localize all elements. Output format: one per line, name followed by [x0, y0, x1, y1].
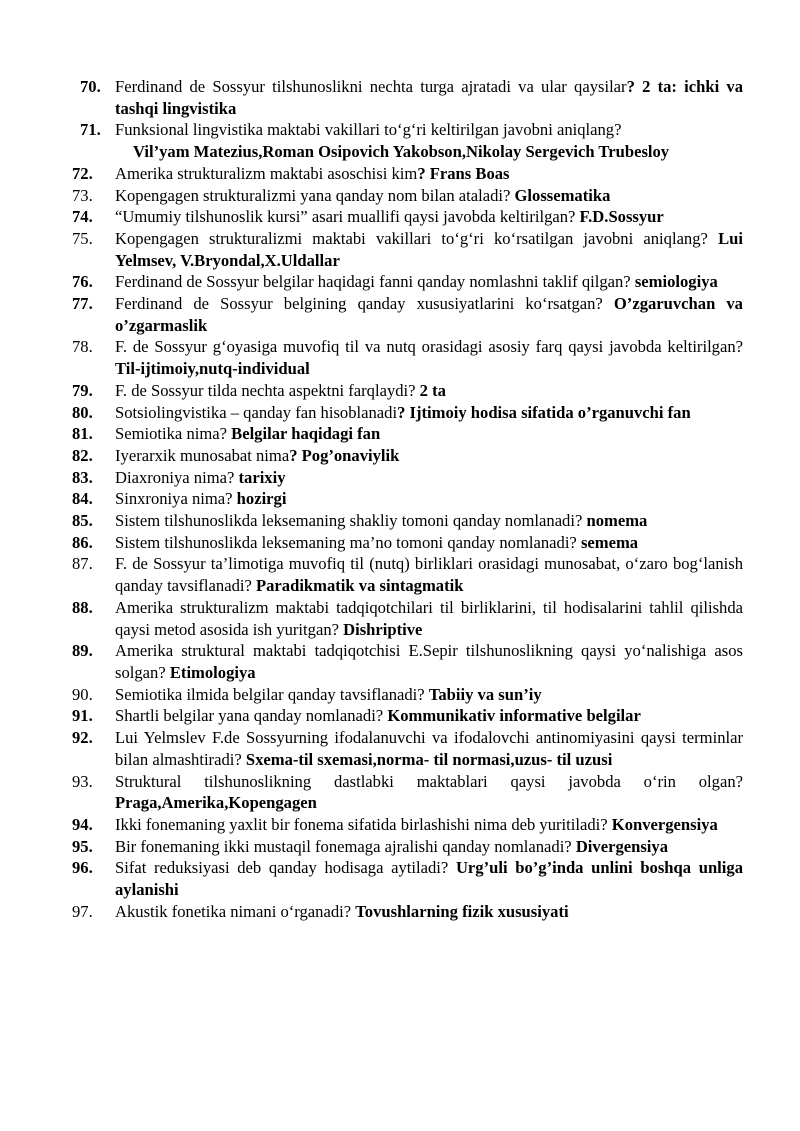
- answer-text: semema: [580, 532, 639, 552]
- question-text: Struktural tilshunoslikning dastlabki maktablari qaysi javobda o‘rin olgan?: [115, 771, 743, 791]
- question-item: [0, 163, 800, 185]
- question-text: Ikki fonemaning yaxlit bir fonema sifatida birlashishi nima deb yuritiladi?: [115, 814, 612, 834]
- question-text: Lui Yelmslev F.de Sossyurning ifodalanuvchi va ifodalovchi antinomiyasini qaysi terminlar bilan almashtiradi?: [115, 728, 743, 769]
- question-item: [0, 402, 800, 424]
- question-text: Kopengagen strukturalizmi yana qanday nom bilan ataladi?: [115, 185, 515, 205]
- question-number: 77.: [72, 294, 93, 314]
- answer-text: Paradikmatik va sintagmatik: [256, 576, 464, 596]
- question-number: 94.: [72, 814, 93, 834]
- answer-text: Divergensiya: [575, 836, 669, 856]
- question-text: Sistem tilshunoslikda leksemaning shakliy tomoni qanday nomlanadi?: [115, 511, 587, 531]
- question-item: [0, 293, 800, 336]
- question-mark: ?: [626, 77, 635, 96]
- question-item: [0, 901, 800, 923]
- question-number: 76.: [72, 272, 93, 292]
- answer-text: 2 ta: [419, 380, 446, 400]
- question-number: 87.: [72, 554, 93, 574]
- answer-text: Sxema-til sxemasi,norma- til normasi,uzus- til uzusi: [245, 749, 613, 769]
- question-number: 93.: [72, 771, 93, 791]
- answer-text: semiologiya: [634, 272, 718, 292]
- question-item: [0, 76, 800, 119]
- answer-text: O’zgaruvchan va o’zgarmaslik: [115, 294, 743, 335]
- answer-text: Lui Yelmsev, V.Bryondal,X.Uldallar: [115, 228, 743, 270]
- question-item: [0, 380, 800, 402]
- question-text: F. de Sossyur g‘oyasiga muvofiq til va nutq orasidagi asosiy farq qaysi javobda keltirilgan?: [115, 337, 743, 357]
- question-text: Ferdinand de Sossyur belgilar haqidagi fanni qanday nomlashni taklif qilgan?: [115, 272, 635, 292]
- answer-text: Til-ijtimoiy,nutq-individual: [115, 359, 310, 379]
- question-item: [0, 814, 800, 836]
- question-item: [0, 228, 800, 271]
- question-text: Amerika strukturalizm maktabi asoschisi kim: [115, 163, 418, 183]
- answer-text: 2 ta: ichki va tashqi lingvistika: [115, 77, 743, 118]
- answer-text: Praga,Amerika,Kopengagen: [115, 793, 317, 813]
- answer-text: hozirgi: [236, 489, 287, 509]
- answer-text: Urg’uli bo’g’inda unlini boshqa unliga aylanishi: [115, 858, 743, 900]
- question-text: Sotsiolingvistika – qanday fan hisoblanadi: [115, 402, 398, 422]
- question-text: Shartli belgilar yana qanday nomlanadi?: [115, 706, 388, 726]
- question-text: Sinxroniya nima?: [115, 489, 237, 509]
- question-number: 78.: [72, 337, 93, 357]
- question-item: [0, 185, 800, 207]
- question-text: Amerika struktural maktabi tadqiqotchisi E.Sepir tilshunoslikning qaysi yo‘nalishiga asos solgan?: [115, 641, 743, 682]
- question-item: [0, 727, 800, 770]
- question-number: 75.: [72, 228, 93, 248]
- answer-text: Belgilar haqidagi fan: [231, 424, 381, 444]
- answer-text: Etimologiya: [169, 662, 256, 682]
- question-number: 83.: [72, 467, 93, 487]
- answer-text: Pog’onaviylik: [297, 445, 400, 465]
- answer-text: Kommunikativ informative belgilar: [387, 706, 641, 726]
- question-text: Bir fonemaning ikki mustaqil fonemaga ajralishi qanday nomlanadi?: [115, 836, 576, 856]
- question-mark: ?: [289, 445, 298, 465]
- question-number: 80.: [72, 402, 93, 422]
- question-number: 86.: [72, 532, 93, 552]
- question-text: Ferdinand de Sossyur tilshunoslikni nechta turga ajratadi va ular qaysilar: [115, 77, 627, 96]
- question-number: 89.: [72, 641, 93, 661]
- question-text: Semiotika ilmida belgilar qanday tavsiflanadi?: [115, 684, 429, 704]
- question-number: 81.: [72, 424, 93, 444]
- question-number: 88.: [72, 597, 93, 617]
- question-item: [0, 445, 800, 467]
- question-number: 85.: [72, 511, 93, 531]
- answer-text: Tovushlarning fizik xususiyati: [355, 901, 569, 921]
- question-text: Amerika strukturalizm maktabi tadqiqotchilari til birliklarini, til hodisalarini tahlil qilishda qaysi metod asosida ish yuritgan?: [115, 597, 743, 639]
- question-number: 97.: [72, 901, 93, 921]
- question-item: [0, 510, 800, 532]
- question-item: [0, 336, 800, 379]
- question-text: Sistem tilshunoslikda leksemaning ma’no tomoni qanday nomlanadi?: [115, 532, 581, 552]
- question-number: 90.: [72, 684, 93, 704]
- answer-text: nomema: [586, 511, 648, 531]
- question-text: F. de Sossyur tilda nechta aspektni farqlaydi?: [115, 380, 420, 400]
- question-item: [0, 119, 800, 162]
- question-item: [0, 836, 800, 858]
- question-mark: ?: [417, 163, 426, 183]
- question-item: [0, 488, 800, 510]
- answer-text: Glossematika: [514, 185, 611, 205]
- question-number: 82.: [72, 445, 93, 465]
- question-number: 73.: [72, 185, 93, 205]
- question-item: [0, 467, 800, 489]
- question-text: Iyerarxik munosabat nima: [115, 445, 290, 465]
- question-item: [0, 857, 800, 900]
- question-text: F. de Sossyur ta’limotiga muvofiq til (nutq) birliklari orasidagi munosabat, o‘zaro bog‘lanish qanday tavsiflanadi?: [115, 554, 743, 596]
- question-text: Funksional lingvistika maktabi vakillari to‘g‘ri keltirilgan javobni aniqlang?: [115, 120, 622, 140]
- answer-text: Dishriptive: [343, 619, 423, 639]
- question-number: 84.: [72, 489, 93, 509]
- answer-text: Konvergensiya: [611, 814, 718, 834]
- question-text: Diaxroniya nima?: [115, 467, 239, 487]
- question-item: [0, 771, 800, 814]
- question-text: Akustik fonetika nimani o‘rganadi?: [115, 901, 356, 921]
- question-number: 95.: [72, 836, 93, 856]
- answer-text: tarixiy: [238, 467, 286, 487]
- answer-text: Ijtimoiy hodisa sifatida o’rganuvchi fan: [405, 402, 691, 422]
- question-number: 71.: [80, 120, 101, 140]
- question-item: [0, 532, 800, 554]
- question-item: [0, 206, 800, 228]
- question-text: Kopengagen strukturalizmi maktabi vakillari to‘g‘ri ko‘rsatilgan javobni aniqlang?: [115, 228, 719, 248]
- answer-text: Frans Boas: [425, 163, 510, 183]
- question-text: Ferdinand de Sossyur belgining qanday xususiyatlarini ko‘rsatgan?: [115, 294, 614, 314]
- question-number: 70.: [80, 77, 101, 96]
- question-item: [0, 705, 800, 727]
- question-item: [0, 597, 800, 640]
- question-item: [0, 553, 800, 596]
- question-number: 72.: [72, 163, 93, 183]
- question-item: [0, 271, 800, 293]
- question-text: Semiotika nima?: [115, 424, 232, 444]
- question-number: 92.: [72, 728, 93, 748]
- answer-text: Vil’yam Matezius,Roman Osipovich Yakobson,Nikolay Sergevich Trubesloy: [133, 142, 670, 162]
- question-list: [0, 76, 800, 922]
- question-item: [0, 423, 800, 445]
- question-number: 79.: [72, 380, 93, 400]
- question-item: [0, 684, 800, 706]
- question-text: Sifat reduksiyasi deb qanday hodisaga aytiladi?: [115, 858, 456, 878]
- question-text: “Umumiy tilshunoslik kursi” asari muallifi qaysi javobda keltirilgan?: [115, 207, 580, 227]
- question-number: 74.: [72, 207, 93, 227]
- question-number: 96.: [72, 858, 93, 878]
- question-mark: ?: [397, 402, 406, 422]
- answer-text: F.D.Sossyur: [579, 207, 664, 227]
- question-number: 91.: [72, 706, 93, 726]
- question-item: [0, 640, 800, 683]
- answer-text: Tabiiy va sun’iy: [428, 684, 542, 704]
